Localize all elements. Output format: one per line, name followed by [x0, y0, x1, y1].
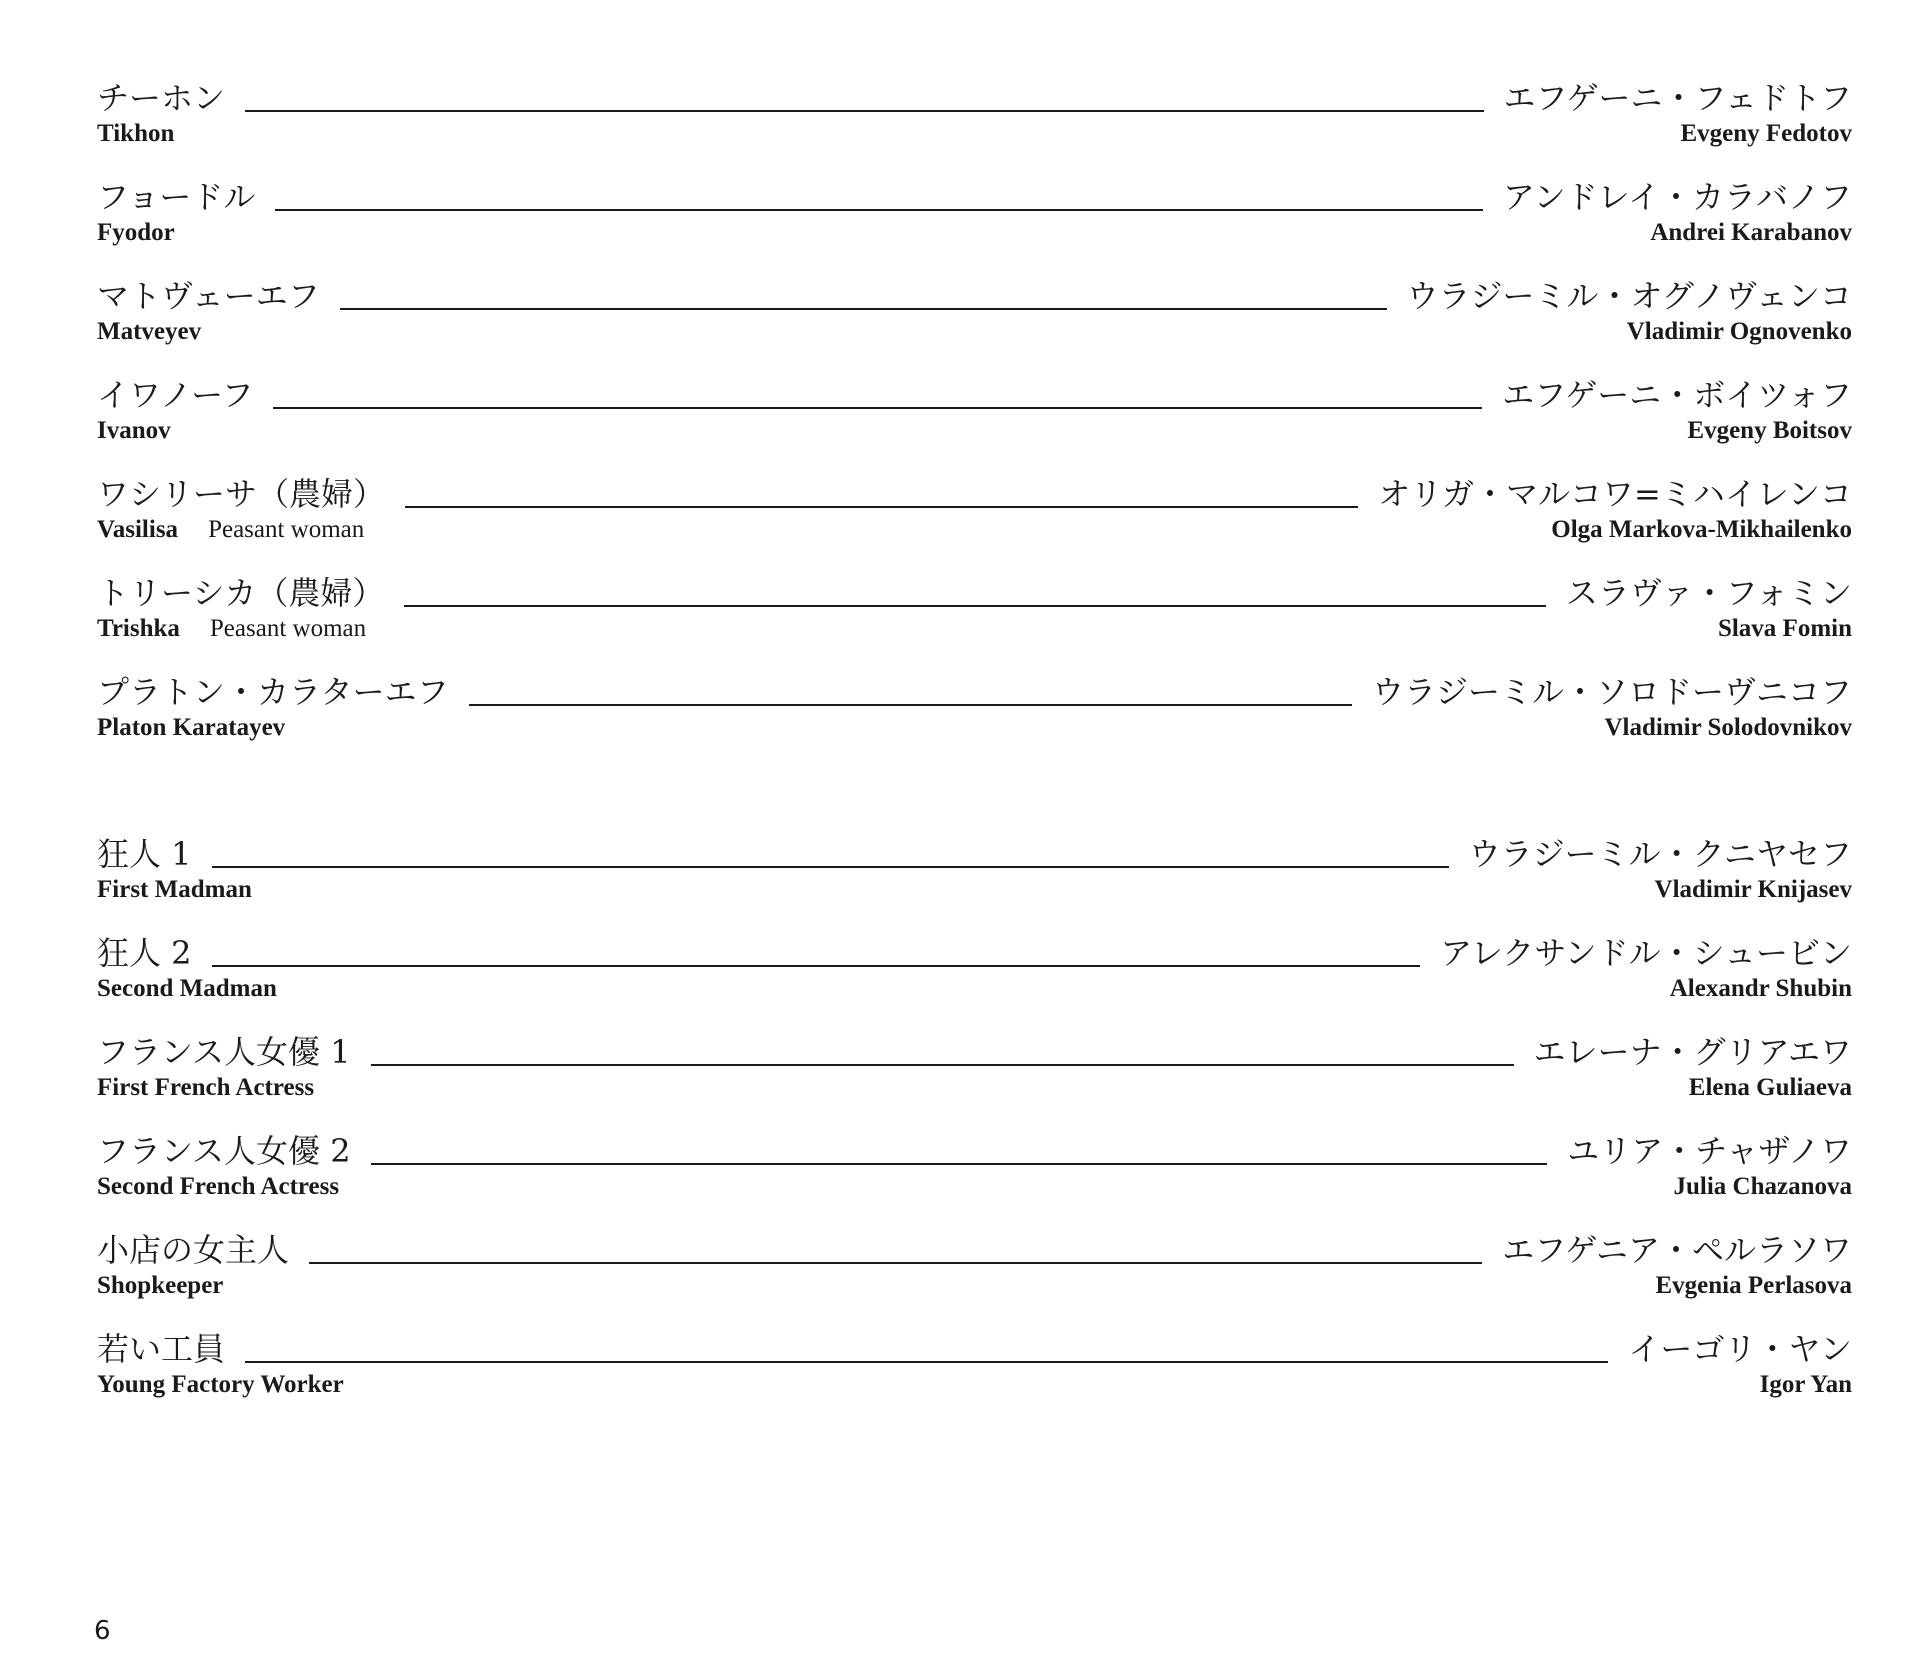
- actor-name-japanese: アンドレイ・カラバノフ: [1502, 178, 1852, 216]
- role-name-japanese: マトヴェーエフ: [97, 277, 320, 315]
- role-name-english: First French Actress: [97, 1074, 315, 1101]
- role-name-japanese: 若い工員: [97, 1330, 226, 1368]
- role-note: Peasant woman: [208, 516, 365, 543]
- actor-name-japanese: ユリア・チャザノワ: [1567, 1132, 1852, 1170]
- role-name-japanese: フランス人女優 2: [97, 1132, 351, 1170]
- actor-name-english: Igor Yan: [1759, 1371, 1852, 1398]
- actor-name-japanese: ウラジーミル・クニヤセフ: [1468, 835, 1852, 873]
- role-name-english: Vasilisa: [97, 516, 179, 543]
- role-name-english: Tikhon: [97, 120, 175, 147]
- cast-entry: [97, 668, 1852, 767]
- actor-name-japanese: ウラジーミル・オグノヴェンコ: [1406, 277, 1852, 315]
- leader-line: [469, 703, 1352, 706]
- role-name-japanese: 狂人 2: [97, 934, 192, 972]
- cast-entry: [97, 929, 1852, 1028]
- role-name-japanese: チーホン: [97, 79, 226, 117]
- cast-entry: [97, 470, 1852, 569]
- actor-name-japanese: エフゲニア・ペルラソワ: [1502, 1231, 1852, 1269]
- role-name-english: Shopkeeper: [97, 1272, 224, 1299]
- actor-name-english: Evgeny Fedotov: [1680, 120, 1852, 147]
- role-name-english: Young Factory Worker: [97, 1371, 344, 1398]
- cast-entry: [97, 830, 1852, 929]
- leader-line: [273, 406, 1482, 409]
- cast-entry: [97, 173, 1852, 272]
- role-name-english: Second French Actress: [97, 1173, 340, 1200]
- role-name-japanese: フョードル: [97, 178, 256, 216]
- cast-entry: [97, 1127, 1852, 1226]
- cast-entry: [97, 74, 1852, 173]
- actor-name-english: Elena Guliaeva: [1688, 1074, 1852, 1101]
- actor-name-english: Vladimir Solodovnikov: [1604, 714, 1852, 741]
- role-name-japanese: トリーシカ（農婦）: [97, 574, 385, 612]
- actor-name-japanese: イーゴリ・ヤン: [1628, 1330, 1852, 1368]
- role-name-japanese: 小店の女主人: [97, 1231, 290, 1269]
- leader-line: [371, 1162, 1548, 1165]
- actor-name-english: Evgeny Boitsov: [1687, 417, 1852, 444]
- actor-name-japanese: エフゲーニ・フェドトフ: [1503, 79, 1852, 117]
- role-name-japanese: 狂人 1: [97, 835, 192, 873]
- cast-entry: [97, 1325, 1852, 1424]
- actor-name-japanese: スラヴァ・フォミン: [1565, 574, 1852, 612]
- role-name-japanese: フランス人女優 1: [97, 1033, 351, 1071]
- role-name-japanese: ワシリーサ（農婦）: [97, 475, 386, 513]
- cast-entry: [97, 1226, 1852, 1325]
- role-name-english: Platon Karatayev: [97, 714, 286, 741]
- role-name-english: Second Madman: [97, 975, 277, 1002]
- actor-name-japanese: ウラジーミル・ソロドーヴニコフ: [1371, 673, 1852, 711]
- cast-entry: [97, 371, 1852, 470]
- leader-line: [212, 964, 1421, 967]
- page-number: 6: [94, 1616, 111, 1646]
- actor-name-english: Vladimir Ognovenko: [1626, 318, 1852, 345]
- actor-name-english: Slava Fomin: [1717, 615, 1852, 642]
- leader-line: [405, 505, 1358, 508]
- cast-entry: [97, 1028, 1852, 1127]
- cast-entry: [97, 569, 1852, 668]
- leader-line: [245, 1360, 1608, 1363]
- leader-line: [275, 208, 1482, 211]
- leader-line: [371, 1063, 1514, 1066]
- actor-name-japanese: アレクサンドル・シュービン: [1440, 934, 1852, 972]
- cast-entry: [97, 272, 1852, 371]
- role-name-english: Matveyev: [97, 318, 202, 345]
- actor-name-english: Vladimir Knijasev: [1654, 876, 1852, 903]
- role-name-english: First Madman: [97, 876, 252, 903]
- actor-name-english: Alexandr Shubin: [1669, 975, 1852, 1002]
- actor-name-english: Julia Chazanova: [1673, 1173, 1852, 1200]
- actor-name-japanese: エレーナ・グリアエワ: [1533, 1033, 1852, 1071]
- actor-name-japanese: オリガ・マルコワ=ミハイレンコ: [1378, 475, 1852, 513]
- leader-line: [245, 109, 1484, 112]
- cast-group-1: [97, 74, 1852, 767]
- role-name-english: Fyodor: [97, 219, 175, 246]
- role-name-japanese: イワノーフ: [97, 376, 254, 414]
- actor-name-english: Andrei Karabanov: [1650, 219, 1852, 246]
- role-note: Peasant woman: [209, 615, 367, 642]
- leader-line: [309, 1261, 1482, 1264]
- leader-line: [212, 865, 1449, 868]
- role-name-japanese: プラトン・カラターエフ: [97, 673, 449, 711]
- role-name-english: Trishka: [97, 615, 180, 642]
- actor-name-japanese: エフゲーニ・ボイツォフ: [1502, 376, 1852, 414]
- leader-line: [340, 307, 1387, 310]
- cast-group-2: [97, 830, 1852, 1424]
- leader-line: [404, 604, 1546, 607]
- actor-name-english: Olga Markova-Mikhailenko: [1551, 516, 1852, 543]
- actor-name-english: Evgenia Perlasova: [1655, 1272, 1852, 1299]
- role-name-english: Ivanov: [97, 417, 171, 444]
